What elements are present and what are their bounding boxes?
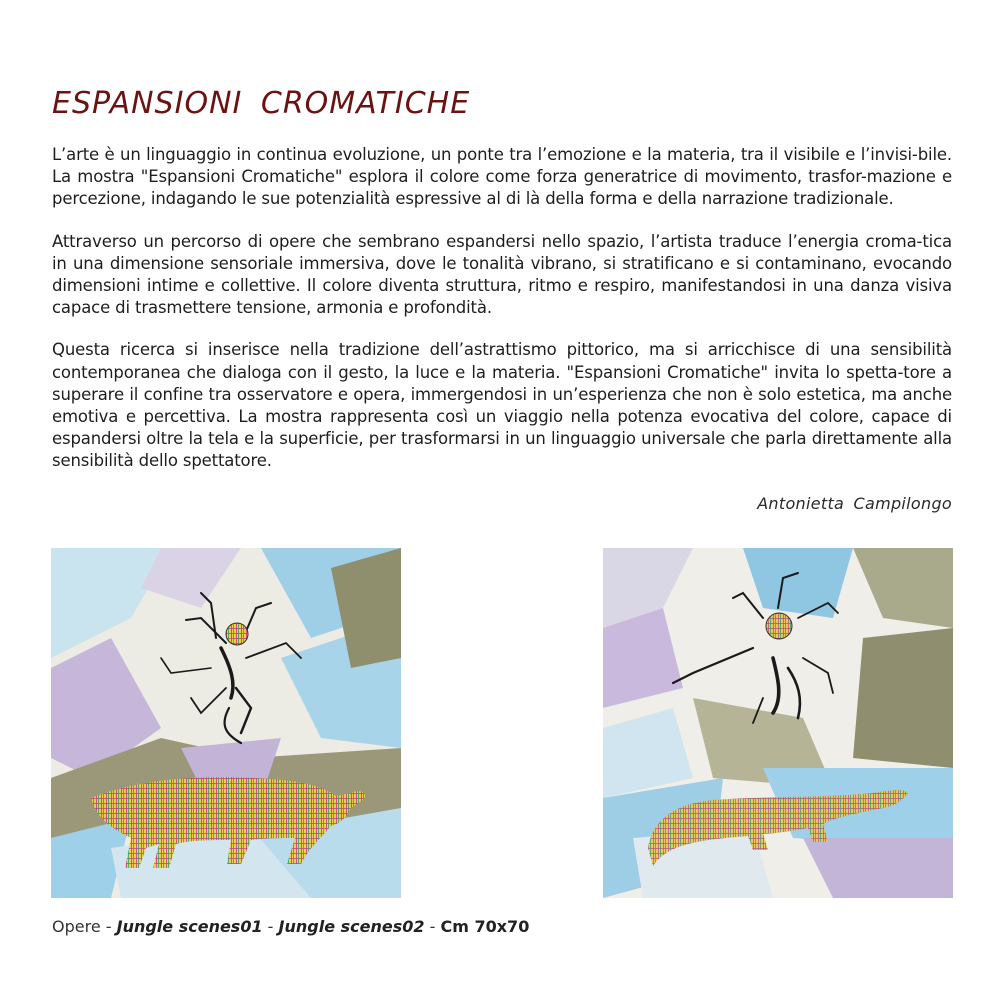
paragraph-2: Attraverso un percorso di opere che sembrano espandersi nello spazio, l’artista traduce l’energia croma-tica in una dimensione sensoriale immersiva, dove le tonalità vibrano, si stratificano e si contaminano, evocando dimensioni intime e collettive. Il colore diventa struttura, ritmo e respiro, manifestandosi in una danza visiva capace di trasmettere tensione, armonia e profondità. (52, 231, 952, 318)
artwork-1-image (51, 548, 401, 898)
caption-work-2: Jungle scenes02 (278, 917, 425, 936)
artwork-jungle-scenes-01 (51, 548, 401, 898)
caption-work-1: Jungle scenes01 (116, 917, 263, 936)
page-title: ESPANSIONI CROMATICHE (52, 86, 471, 121)
artwork-caption (52, 917, 529, 936)
caption-size: Cm 70x70 (440, 917, 530, 936)
paragraph-3: Questa ricerca si inserisce nella tradizione dell’astrattismo pittorico, ma si arricchisce di una sensibilità contemporanea che dialoga con il gesto, la luce e la materia. "Espansioni Cromatiche" invita lo spetta-tore a superare il confine tra osservatore e opera, immergendosi in un’esperienza che non è solo estetica, ma anche emotiva e percettiva. La mostra rappresenta così un viaggio nella potenza evocativa del colore, capace di espandersi oltre la tela e la superficie, per trasformarsi in un linguaggio universale che parla direttamente alla sensibilità dello spettatore. (52, 340, 952, 471)
artwork-jungle-scenes-02 (603, 548, 953, 898)
caption-separator-2: - (424, 917, 441, 936)
artwork-2-image (603, 548, 953, 898)
caption-separator-1: - (262, 917, 279, 936)
author-signature: Antonietta Campilongo (757, 494, 952, 513)
paragraph-1: L’arte è un linguaggio in continua evoluzione, un ponte tra l’emozione e la materia, tra il visibile e l’invisi-bile. La mostra "Espansioni Cromatiche" esplora il colore come forza generatrice di movimento, trasfor-mazione e percezione, indagando le sue potenzialità espressive al di là della forma e della narrazione tradizionale. (52, 145, 952, 209)
caption-prefix: Opere - (52, 917, 117, 936)
body-text (52, 144, 952, 493)
